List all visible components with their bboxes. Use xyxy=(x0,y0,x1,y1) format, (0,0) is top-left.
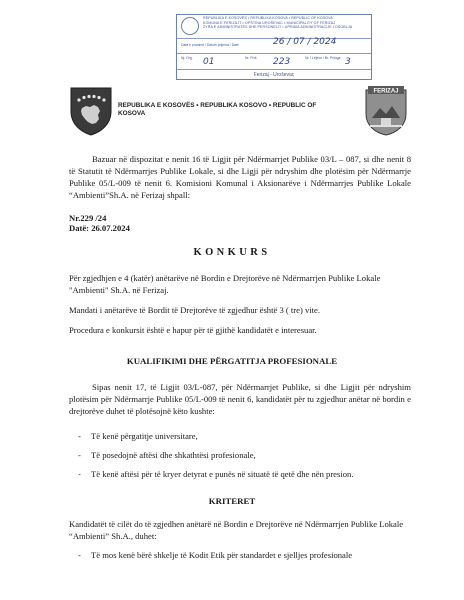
list-bullet: - xyxy=(78,431,81,441)
paragraph-purpose: Për zgjedhjen e 4 (katër) anëtarëve në Bordin e Drejtorëve në Ndërmarrjen Publike Lokale "Ambienti" Sh.A. në Ferizaj. xyxy=(69,273,381,295)
list-item-text: Të posedojnë aftësi dhe shkathtësi profesionale, xyxy=(91,450,256,460)
list-bullet: - xyxy=(78,550,81,560)
logo-label: FERIZAJ xyxy=(373,88,399,95)
stamp-header-line: REPUBLIKA E KOSOVËS • REPUBLIKA KOSOVA • REPUBLIC OF KOSOVA xyxy=(203,16,333,20)
stamp-org-value: 01 xyxy=(203,57,215,67)
stamp-seal-icon xyxy=(181,17,199,35)
section-heading-qualifications: KUALIFIKIMI DHE PËRGATITJA PROFESIONALE xyxy=(126,356,338,366)
republic-header xyxy=(118,102,328,118)
document-number: Nr.229 /24 xyxy=(69,213,107,223)
qualifications-text: Sipas nenit 17, të Ligjit 03/L-087, për Ndërmarrjet Publike, si dhe Ligjit për ndryshim plotësim për Ndërmarrje Publike 05/L-009 të nenit 6, kandidatët për tu zgjedhur anëtar në bordin e drejtorëve duhet të plotësojnë këto kushte: xyxy=(69,382,411,416)
stamp-header-line: ZYRA E ADMINISTRATËS DHE PERSONELIT • UPRAVA ADMINISTRACIJE I OSOBLJA xyxy=(203,25,353,30)
intro-paragraph: Bazuar në dispozitat e nenit 16 të Ligjit për Ndërmarrjet Publike 03/L – 087, si dhe nenit 8 të Statutit të Ndërmarrjes Publike Lokale, si dhe Ligji për ndryshim dhe plotësim për Ndërmarrje Publike 05/L-009 të nenit 6. Komisioni Komunal i Aksionarëve i Ndërmarrjes Publike Lokale “Ambienti”Sh.A. në Ferizaj shpall: xyxy=(69,154,411,200)
list-bullet: - xyxy=(78,469,81,479)
stamp-prot-label: Nr. Prot. xyxy=(245,56,258,60)
page-title: KONKURS xyxy=(193,247,271,258)
list-item-text: Të kenë aftësi për të kryer detyrat e punës në situatë të qetë dhe nën presion. xyxy=(91,469,354,479)
list-item-text: Të mos kenë bërë shkelje të Kodit Etik për standardet e sjelljes profesionale xyxy=(91,550,353,560)
stamp-date-label: Data e pranimit / Datum prijema / Date xyxy=(181,43,239,47)
stamp-place: Ferizaj - Uroševac xyxy=(253,72,295,78)
list-item-text: Të kenë përgatitje universitare, xyxy=(91,431,198,441)
criteria-text: Kandidatët të cilët do të zgjedhen anëtarë në Bordin e Drejtorëve në Ndërmarrjen Publike Lokale “Ambienti” Sh.A., duhet: xyxy=(69,519,404,541)
republic-header-line: REPUBLIKA E KOSOVËS • REPUBLIKA KOSOVO • REPUBLIC OF xyxy=(118,102,317,109)
stamp-header-line: KOMUNA E FERIZAJT • OPŠTINA UROŠEVAC • MUNICIPALITY OF FERIZAJ xyxy=(203,20,336,25)
section-heading-criteria: KRITERET xyxy=(208,496,256,506)
stamp-date-value: 26 / 07 / 2024 xyxy=(273,37,337,47)
ferizaj-municipality-logo-icon xyxy=(364,84,408,136)
stamp-org-label: Nj. Org. xyxy=(181,56,193,60)
kosovo-emblem-icon xyxy=(69,86,113,136)
document-date: Datë: 26.07.2024 xyxy=(69,223,130,233)
list-bullet: - xyxy=(78,450,81,460)
registry-stamp xyxy=(176,14,372,80)
stamp-header xyxy=(177,15,371,30)
republic-header-line: KOSOVA xyxy=(118,110,146,117)
stamp-attachments-label: Nr. i Lejeve / Br. Priloga xyxy=(305,56,341,60)
paragraph-mandate: Mandati i anëtarëve të Bordit të Drejtorëve të zgjedhur është 3 ( tre) vite. xyxy=(69,305,321,315)
stamp-prot-value: 223 xyxy=(273,57,291,67)
stamp-attachments-value: 3 xyxy=(345,57,351,67)
paragraph-procedure: Procedura e konkursit është e hapur për të gjithë kandidatët e interesuar. xyxy=(69,325,317,335)
